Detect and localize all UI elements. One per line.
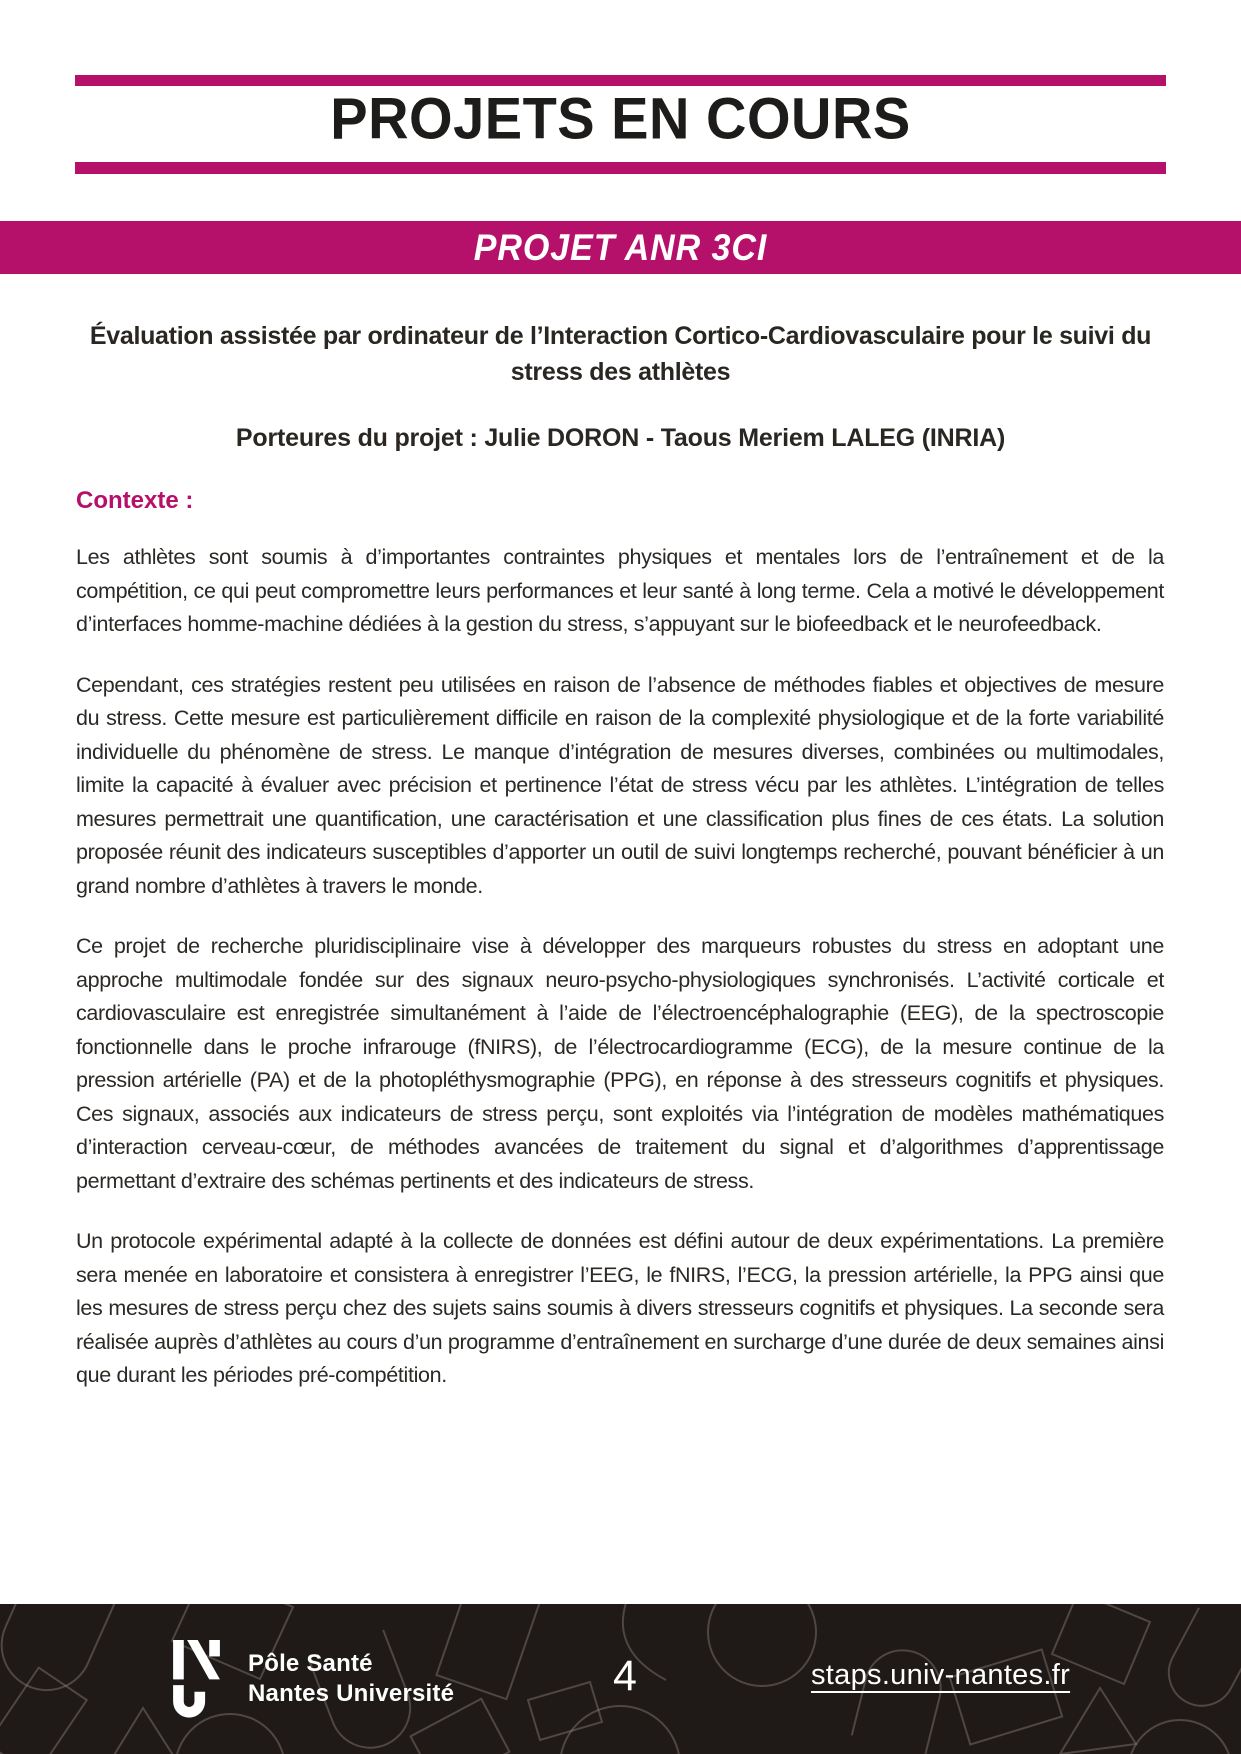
paragraph: Un protocole expérimental adapté à la collecte de données est défini autour de deux expérimentations. La première sera menée en laboratoire et consistera à enregistrer l’EEG, le fNIRS, l’ECG, la pression artérielle, la PPG ainsi que les mesures de stress perçu chez des sujets sains soumis à divers stresseurs cognitifs et physiques. La seconde sera réalisée auprès d’athlètes au cours d’un programme d’entraînement en surcharge d’une durée de deux semaines ainsi que durant les périodes pré-compétition. [76,1229,1164,1387]
paragraph: Cependant, ces stratégies restent peu utilisées en raison de l’absence de méthodes fiables et objectives de mesure du stress. Cette mesure est particulièrement difficile en raison de la complexité physiologique et de la forte variabilité individuelle du phénomène de stress. Le manque d’intégration de mesures diverses, combinées ou multimodales, limite la capacité à évaluer avec précision et pertinence l’état de stress vécu par les athlètes. L’intégration de telles mesures permettrait une quantification, une caractérisation et une classification plus fines de ces états. La solution proposée réunit des indicateurs susceptibles d’apporter un outil de suivi longtemps recherché, pouvant bénéficier à un grand nombre d’athlètes à travers le monde. [76,672,1164,898]
nantes-universite-logo-icon [168,1640,225,1718]
paragraph: Ce projet de recherche pluridisciplinaire vise à développer des marqueurs robustes du stress en adoptant une approche multimodale fondée sur des signaux neuro-psycho-physiologiques synchronisés. L’activité corticale et cardiovasculaire est enregistrée simultanément à l’aide de l’électroencéphalographie (EEG), de la spectroscopie fonctionnelle dans le proche infrarouge (fNIRS), de l’électrocardiogramme (ECG), de la mesure continue de la pression artérielle (PA) et de la photopléthysmographie (PPG), en réponse à des stresseurs cognitifs et physiques. Ces signaux, associés aux indicateurs de stress perçu, sont exploités via l’intégration de modèles mathématiques d’interaction cerveau-cœur, de méthodes avancées de traitement du signal et d’algorithmes d’apprentissage permettant d’extraire des schémas pertinents et des indicateurs de stress. [76,934,1164,1193]
article-body [76,541,1164,1420]
paragraph: Les athlètes sont soumis à d’importantes contraintes physiques et mentales lors de l’entraînement et de la compétition, ce qui peut compromettre leurs performances et leur santé à long terme. Cela a motivé le développement d’interfaces homme-machine dédiées à la gestion du stress, s’appuyant sur le biofeedback et le neurofeedback. [76,545,1164,636]
brand-line-2: Nantes Université [248,1680,455,1707]
section-heading-contexte: Contexte : [76,487,194,514]
article-title: Évaluation assistée par ordinateur de l’Interaction Cortico-Cardiovasculaire pour le suivi du stress des athlètes [89,322,1152,386]
project-banner [0,221,1241,274]
footer-brand-text [248,1649,454,1709]
project-banner-title: PROJET ANR 3CI [473,226,768,268]
brand-line-1: Pôle Santé [248,1650,373,1677]
footer-brand [168,1640,454,1718]
bottom-rule [75,162,1166,174]
footer [0,1604,1241,1754]
page-number: 4 [613,1652,637,1700]
page-title: PROJETS EN COURS [330,85,911,152]
project-leaders: Porteures du projet : Julie DORON - Taous Meriem LALEG (INRIA) [235,424,1006,452]
website-link[interactable]: staps.univ-nantes.fr [811,1659,1071,1691]
